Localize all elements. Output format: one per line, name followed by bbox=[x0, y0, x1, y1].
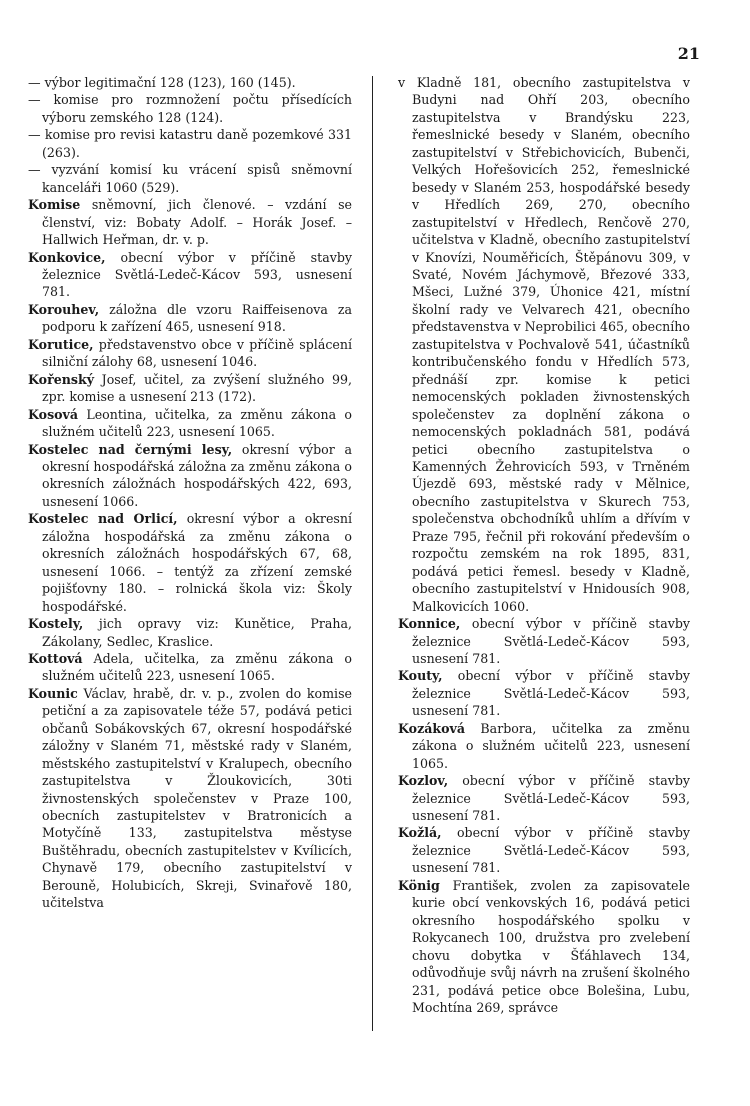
index-entry: Kounic Václav, hrabě, dr. v. p., zvolen do komise petiční a za zapisovatele téže 57, podává petici občanů Sobákovských 67, okresní hospodářské záložny v Slaném 71, městské rady v Slaném, městského zastupitelství v Kralupech, obecního zastupitelstva v Žloukovicích, 30ti živnostenských společenstev v Praze 100, obecních zastupitelstev v Bratronicích a Motyčíně 133, zastupitelstva městyse Buštěhradu, obecních zastupitelstev v Kvílicích, Chynavě 179, obecního zastupitelství v Berouně, Holubicích, Skreji, Svinařově 180, učitelstva bbox=[28, 685, 352, 911]
index-entry: — výbor legitimační 128 (123), 160 (145). bbox=[28, 75, 296, 90]
index-entry: — komise pro rozmnožení počtu přísedících výboru zemského 128 (124). bbox=[28, 92, 352, 125]
index-entry: Kostely, jich opravy viz: Kunětice, Praha, Zákolany, Sedlec, Kraslice. bbox=[28, 616, 352, 649]
column-divider bbox=[372, 76, 373, 1031]
index-entry: Kozáková Barbora, učitelka za změnu zákona o služném učitelů 223, usnesení 1065. bbox=[398, 720, 690, 771]
index-entry: Konnice, obecní výbor v příčině stavby železnice Světlá-Ledeč-Kácov 593, usnesení 781. bbox=[398, 616, 690, 666]
index-entry: Kožlá, obecní výbor v příčině stavby železnice Světlá-Ledeč-Kácov 593, usnesení 781. bbox=[398, 825, 690, 876]
index-entry: Kouty, obecní výbor v příčině stavby železnice Světlá-Ledeč-Kácov 593, usnesení 781. bbox=[398, 668, 690, 719]
index-entry: König František, zvolen za zapisovatele kurie obcí venkovských 16, podává petici okresního hospodářského spolku v Rokycanech 100, družstva pro zvelebení chovu dobytka v Šťáhlavech 134, odůvodňuje svůj návrh na zrušení školného 231, podává petice obce Bolešina, Lubu, Mochtína 269, správce bbox=[398, 877, 690, 1016]
index-entry: Korouhev, záložna dle vzoru Raiffeisenova za podporu k zařízení 465, usnesení 918. bbox=[28, 301, 352, 335]
index-entry: Kosová Leontina, učitelka, za změnu zákona o služném učitelů 223, usnesení 1065. bbox=[28, 406, 352, 440]
page-number: 21 bbox=[677, 44, 700, 63]
index-entry: Komise sněmovní, jich členové. – vzdání se členství, viz: Bobaty Adolf. – Horák Josef. – Hallwich Heřman, dr. v. p. bbox=[28, 197, 352, 248]
index-entry: v Kladně 181, obecního zastupitelstva v Budyni nad Ohří 203, obecního zastupitelstva v Brandýsku 223, řemeslnické besedy v Slaném, obecního zastupitelství v Střebichovicích, Bubenči, Velkých Hořešovicích 252, řemeslnické besedy v Slaném 253, hospodářské besedy v Hředlích 269, 270, obecního zastupitelství v Hředlech, Renčově 270, učitelstva v Kladně, obecního zastupitelství v Knovízi, Nouměřicích, Štěpánovu 309, v Svaté, Novém Jáchymově, Březové 333, Mšeci, Lužné 379, Úhonice 421, místní školní rady ve Velvarech 421, obecního představenstva v Neprobilici 465, obecního zastupitelstva v Pochvalově 541, účastníků kontribučenského fondu v Hředlích 573, přednáší zpr. komise k petici nemocenských pokladen živnostenských společenstev za doplnění zákona o nemocenských pokladnách 581, podává petici obecního zastupitelstva o Kamenných Žehrovicích 593, v Trněném Újezdě 693, městské rady v Mělnice, obecního zastupitelstva v Skurech 753, společenstva obchodníků uhlím a dřívím v Praze 795, řečnil při rokování především o rozpočtu zemském na rok 1895, 831, podává petici řemesl. besedy v Kladně, obecního zastupitelství v Hnidousích 908, Malkovicích 1060. bbox=[398, 75, 690, 614]
index-entry: Kořenský Josef, učitel, za zvýšení služného 99, zpr. komise a usnesení 213 (172). bbox=[28, 371, 352, 405]
index-entry: — komise pro revisi katastru daně pozemkové 331 (263). bbox=[28, 127, 352, 160]
index-entry: Kostelec nad Orlicí, okresní výbor a okresní záložna hospodářská za změnu zákona o okresních záložnách hospodářských 67, 68, usnesení 1066. – tentýž za zřízení zemské pojišťovny 180. – rolnická škola viz: Školy hospodářské. bbox=[28, 511, 352, 614]
right-column bbox=[398, 74, 690, 1016]
index-entry: Kozlov, obecní výbor v příčině stavby železnice Světlá-Ledeč-Kácov 593, usnesení 781. bbox=[398, 773, 690, 824]
left-column bbox=[28, 74, 352, 912]
index-entry: Kostelec nad černými lesy, okresní výbor a okresní hospodářská záložna za změnu zákona o okresních záložnách hospodářských 422, 693, usnesení 1066. bbox=[28, 441, 352, 509]
index-entry: Korutice, představenstvo obce v příčině splácení silniční zálohy 68, usnesení 1046. bbox=[28, 336, 352, 370]
index-entry: Konkovice, obecní výbor v příčině stavby železnice Světlá-Ledeč-Kácov 593, usnesení 781. bbox=[28, 249, 352, 300]
index-entry: — vyzvání komisí ku vrácení spisů sněmovní kanceláři 1060 (529). bbox=[28, 162, 352, 195]
index-entry: Kottová Adela, učitelka, za změnu zákona o služném učitelů 223, usnesení 1065. bbox=[28, 650, 352, 684]
